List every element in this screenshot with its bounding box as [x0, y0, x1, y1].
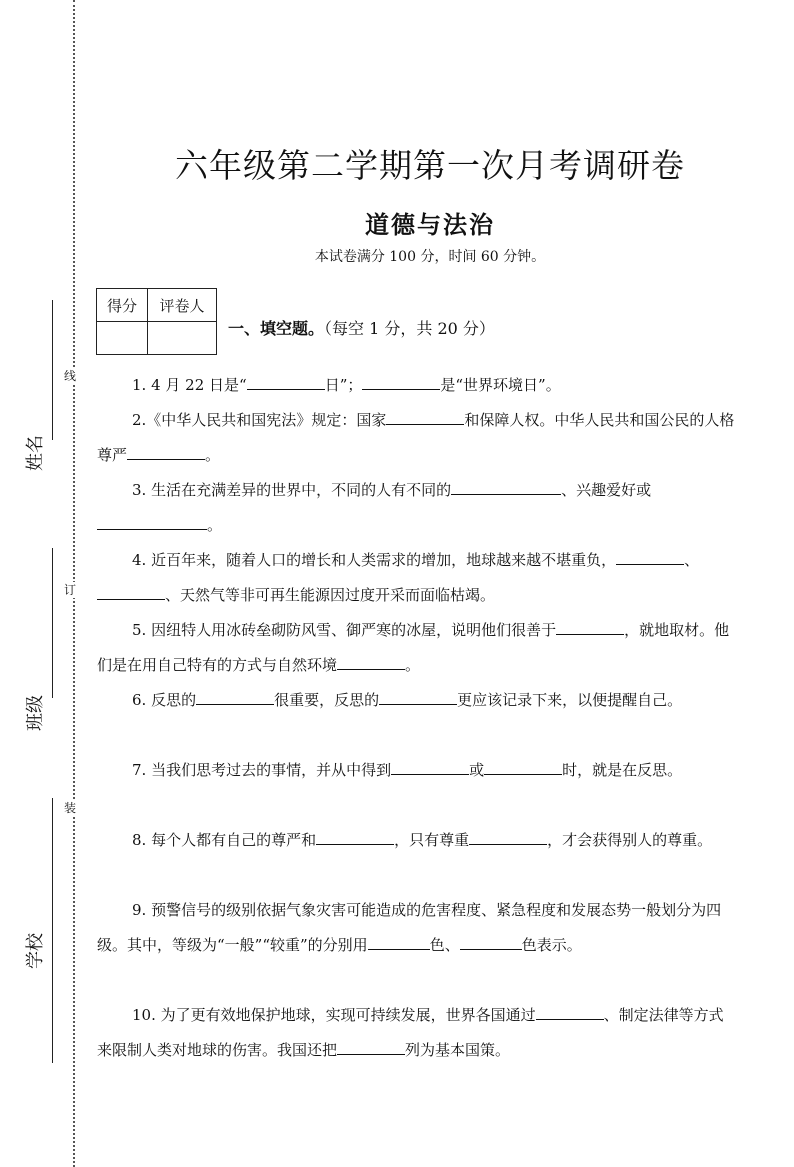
q6-blank-1[interactable]	[196, 689, 274, 705]
q7-text-c: 时，就是在反思。	[562, 761, 683, 779]
q10-blank-1[interactable]	[536, 1004, 604, 1020]
score-cell[interactable]	[97, 322, 148, 355]
class-line	[52, 548, 53, 698]
q1-text-b: 日”；	[324, 376, 363, 394]
q3-text-c: 。	[207, 516, 223, 534]
section-heading	[228, 316, 495, 339]
q3-blank-2[interactable]	[97, 514, 207, 530]
score-box	[96, 288, 217, 355]
subject-title: 道德与法治	[365, 211, 495, 239]
q8-text-c: ，才会获得别人的尊重。	[547, 831, 713, 849]
binding-mark-xian: 线	[64, 369, 77, 383]
q6-blank-2[interactable]	[379, 689, 457, 705]
q9-text-b: 色、	[429, 936, 460, 954]
grader-cell[interactable]	[148, 322, 217, 355]
section-title: 一、填空题。	[228, 319, 325, 338]
q4-blank-1[interactable]	[616, 549, 684, 565]
school-label: 学校	[25, 933, 46, 969]
q2-text-a: 2.《中华人民共和国宪法》规定：国家	[132, 411, 387, 429]
exam-title: 六年级第二学期第一次月考调研卷	[175, 146, 685, 185]
q4-text-a: 4. 近百年来，随着人口的增长和人类需求的增加，地球越来越不堪重负，	[132, 551, 617, 569]
question-10	[97, 998, 735, 1068]
q6-text-c: 更应该记录下来，以便提醒自己。	[457, 691, 683, 709]
q1-text-c: 是“世界环境日”。	[440, 376, 561, 394]
question-5	[97, 613, 735, 683]
question-1	[97, 368, 735, 403]
q8-blank-1[interactable]	[316, 829, 394, 845]
q9-blank-2[interactable]	[460, 934, 522, 950]
q3-blank-1[interactable]	[451, 479, 561, 495]
binding-mark-ding: 订	[64, 583, 77, 597]
binding-mark-zhuang: 装	[64, 801, 77, 815]
q7-text-a: 7. 当我们思考过去的事情，并从中得到	[132, 761, 392, 779]
q8-blank-2[interactable]	[469, 829, 547, 845]
q4-text-c: 、天然气等非可再生能源因过度开采而面临枯竭。	[165, 586, 496, 604]
q6-text-a: 6. 反思的	[132, 691, 197, 709]
question-7	[97, 753, 735, 788]
q5-text-a: 5. 因纽特人用冰砖垒砌防风雪、御严寒的冰屋，说明他们很善于	[132, 621, 557, 639]
q4-text-b: 、	[684, 551, 700, 569]
grader-header: 评卷人	[148, 289, 217, 322]
q9-text-c: 色表示。	[521, 936, 582, 954]
q1-blank-2[interactable]	[362, 374, 440, 390]
question-9	[97, 893, 735, 963]
q2-text-b: 和保障人权。中华人民共和国公民的人格尊严	[97, 411, 735, 464]
q7-text-b: 或	[469, 761, 485, 779]
name-label: 姓名	[25, 435, 46, 471]
q8-text-b: ，只有尊重	[394, 831, 470, 849]
section-note: （每空 1 分，共 20 分）	[324, 319, 495, 338]
class-label: 班级	[25, 695, 46, 731]
q1-text-a: 1. 4 月 22 日是“	[132, 376, 247, 394]
q4-blank-2[interactable]	[97, 584, 165, 600]
q5-text-b: ，就地取材。他们是在用自己特有的方式与自然环境	[97, 621, 730, 674]
question-8	[97, 823, 735, 858]
score-header: 得分	[97, 289, 148, 322]
q6-text-b: 很重要，反思的	[274, 691, 380, 709]
q10-text-c: 列为基本国策。	[405, 1041, 511, 1059]
q2-blank-2[interactable]	[127, 444, 205, 460]
name-line	[52, 300, 53, 440]
q9-text-a: 9. 预警信号的级别依据气象灾害可能造成的危害程度、紧急程度和发展态势一般划分为四级。其中，等级为“一般”“较重”的分别用	[97, 901, 722, 954]
question-2	[97, 403, 735, 473]
q2-text-c: 。	[205, 446, 221, 464]
q8-text-a: 8. 每个人都有自己的尊严和	[132, 831, 317, 849]
question-4	[97, 543, 735, 613]
q7-blank-1[interactable]	[391, 759, 469, 775]
q3-text-b: 、兴趣爱好或	[561, 481, 652, 499]
q10-text-a: 10. 为了更有效地保护地球，实现可持续发展，世界各国通过	[132, 1006, 536, 1024]
q9-blank-1[interactable]	[368, 934, 430, 950]
q10-text-b: 、制定法律等方式来限制人类对地球的伤害。我国还把	[97, 1006, 724, 1059]
q2-blank-1[interactable]	[386, 409, 464, 425]
school-line	[52, 798, 53, 1063]
q7-blank-2[interactable]	[484, 759, 562, 775]
q5-blank-2[interactable]	[337, 654, 405, 670]
question-6	[97, 683, 735, 718]
exam-note: 本试卷满分 100 分，时间 60 分钟。	[314, 249, 546, 265]
q5-text-c: 。	[405, 656, 421, 674]
q1-blank-1[interactable]	[247, 374, 325, 390]
q5-blank-1[interactable]	[556, 619, 624, 635]
question-3	[97, 473, 735, 543]
q10-blank-2[interactable]	[337, 1039, 405, 1055]
q3-text-a: 3. 生活在充满差异的世界中，不同的人有不同的	[132, 481, 452, 499]
